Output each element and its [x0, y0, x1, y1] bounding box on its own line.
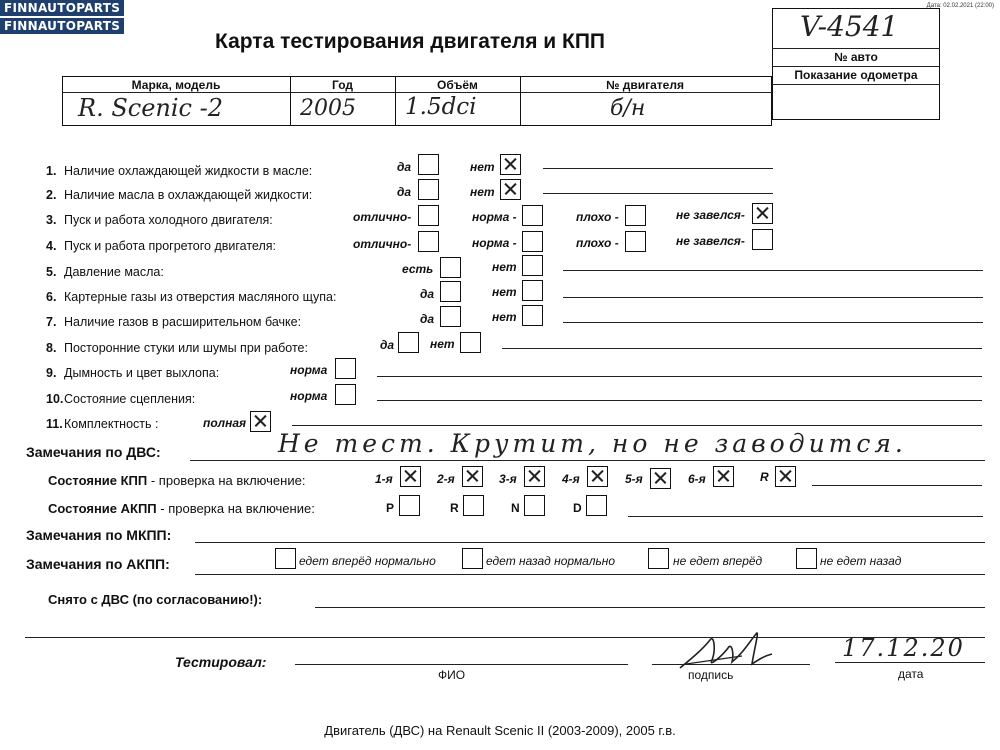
question-8: 8. Посторонние стуки или шумы при работе: [46, 341, 308, 355]
engine-header: № двигателя [606, 78, 684, 92]
akpp-no-forward-checkbox[interactable] [648, 548, 669, 569]
option-no-label: нет [430, 337, 455, 351]
model-header: Марка, модель [131, 78, 221, 92]
ice-remarks-value: Не тест. Крутит, но не заводится. [278, 429, 907, 458]
year-value: 2005 [300, 96, 356, 121]
q2-no-checkbox[interactable] [500, 179, 521, 200]
model-value: R. Scenic -2 [78, 94, 223, 122]
mkpp-remarks-label: Замечания по МКПП: [26, 527, 172, 543]
option-yes-label: да [380, 338, 395, 352]
akpp-no-forward-label: не едет вперёд [673, 554, 763, 568]
option-yes-label: да [397, 185, 412, 199]
akpp-backward-ok-checkbox[interactable] [462, 548, 483, 569]
option-no-label: нет [492, 260, 517, 274]
kpp-label: Состояние КПП - проверка на включение: [48, 473, 306, 488]
q3-bad-checkbox[interactable] [625, 205, 646, 226]
question-9: 9. Дымность и цвет выхлопа: [46, 366, 220, 380]
q6-no-checkbox[interactable] [522, 280, 543, 301]
akpp-n-label: N [511, 501, 520, 515]
brand-badge: FINNAUTOPARTS [0, 0, 124, 16]
option-norm-label: норма [290, 363, 328, 377]
vehicle-id-value: V-4541 [800, 10, 899, 43]
akpp-label: Состояние АКПП - проверка на включение: [48, 501, 315, 516]
option-excellent-label: отлично- [353, 237, 412, 251]
option-no-label: нет [470, 185, 495, 199]
engine-number-value: б/н [610, 96, 646, 121]
option-bad-label: плохо - [576, 210, 619, 224]
akpp-forward-ok-checkbox[interactable] [275, 548, 296, 569]
akpp-r-label: R [450, 501, 459, 515]
option-normal-label: норма - [472, 210, 517, 224]
q8-yes-checkbox[interactable] [398, 332, 419, 353]
gear-5-label: 5-я [625, 472, 643, 486]
option-norm-label: норма [290, 389, 328, 403]
gear-6-label: 6-я [688, 472, 706, 486]
q7-yes-checkbox[interactable] [440, 306, 461, 327]
q10-norm-checkbox[interactable] [335, 384, 356, 405]
option-no-start-label: не завелся- [676, 234, 745, 248]
date-value: 17.12.20 [842, 634, 965, 662]
option-no-label: нет [492, 285, 517, 299]
ice-remarks-label: Замечания по ДВС: [26, 444, 161, 460]
q4-no-start-checkbox[interactable] [752, 229, 773, 250]
date-label: дата [898, 667, 924, 681]
option-present-label: есть [402, 262, 434, 276]
akpp-backward-ok-label: едет назад нормально [486, 554, 616, 568]
option-bad-label: плохо - [576, 236, 619, 250]
gear-3-checkbox[interactable] [524, 466, 545, 487]
question-6: 6. Картерные газы из отверстия масляного щупа: [46, 290, 337, 304]
akpp-r-checkbox[interactable] [463, 495, 484, 516]
gear-1-checkbox[interactable] [400, 466, 421, 487]
option-no-label: нет [470, 160, 495, 174]
odometer-label: Показание одометра [794, 68, 918, 82]
q2-yes-checkbox[interactable] [418, 179, 439, 200]
option-yes-label: да [397, 160, 412, 174]
year-header: Год [332, 78, 353, 92]
gear-4-label: 4-я [562, 472, 580, 486]
q3-excellent-checkbox[interactable] [418, 205, 439, 226]
option-yes-label: да [420, 312, 435, 326]
gear-2-label: 2-я [437, 472, 455, 486]
question-2: 2. Наличие масла в охлаждающей жидкости: [46, 188, 313, 202]
tested-label: Тестировал: [175, 654, 267, 670]
question-10: 10.Состояние сцепления: [46, 392, 196, 406]
gear-6-checkbox[interactable] [713, 466, 734, 487]
page-caption: Двигатель (ДВС) на Renault Scenic II (2003-2009), 2005 г.в. [324, 723, 676, 738]
akpp-remarks-label: Замечания по АКПП: [26, 556, 170, 572]
gear-r-checkbox[interactable] [775, 466, 796, 487]
akpp-no-backward-checkbox[interactable] [796, 548, 817, 569]
date-stamp: Дата: 02.02.2021 (22:00) [926, 3, 994, 9]
option-excellent-label: отлично- [353, 210, 412, 224]
q4-normal-checkbox[interactable] [522, 231, 543, 252]
q5-present-checkbox[interactable] [440, 257, 461, 278]
q4-bad-checkbox[interactable] [625, 231, 646, 252]
option-full-label: полная [203, 416, 247, 430]
q3-normal-checkbox[interactable] [522, 205, 543, 226]
gear-3-label: 3-я [499, 472, 517, 486]
signature-scribble [672, 620, 782, 680]
akpp-no-backward-label: не едет назад [820, 554, 902, 568]
question-7: 7. Наличие газов в расширительном бачке: [46, 315, 302, 329]
akpp-p-checkbox[interactable] [399, 495, 420, 516]
question-5: 5. Давление масла: [46, 265, 164, 279]
q7-no-checkbox[interactable] [522, 305, 543, 326]
q3-no-start-checkbox[interactable] [752, 203, 773, 224]
form-title: Карта тестирования двигателя и КПП [215, 30, 606, 53]
akpp-p-label: P [386, 501, 395, 515]
signature-label: подпись [688, 668, 734, 682]
question-11: 11.Комплектность : [46, 417, 159, 431]
akpp-d-label: D [573, 501, 582, 515]
brand-badge: FINNAUTOPARTS [0, 18, 124, 34]
gear-5-checkbox[interactable] [650, 468, 671, 489]
gear-r-label: R [760, 470, 769, 484]
q9-norm-checkbox[interactable] [335, 358, 356, 379]
akpp-forward-ok-label: едет вперёд нормально [299, 554, 436, 568]
gear-1-label: 1-я [375, 472, 393, 486]
q1-no-checkbox[interactable] [500, 154, 521, 175]
q11-full-checkbox[interactable] [250, 411, 271, 432]
question-3: 3. Пуск и работа холодного двигателя: [46, 213, 273, 227]
akpp-d-checkbox[interactable] [586, 495, 607, 516]
volume-value: 1.5dci [405, 94, 477, 120]
removed-label: Снято с ДВС (по согласованию!): [48, 592, 263, 607]
gear-4-checkbox[interactable] [587, 466, 608, 487]
option-yes-label: да [420, 287, 435, 301]
q5-no-checkbox[interactable] [522, 255, 543, 276]
option-no-start-label: не завелся- [676, 208, 745, 222]
gear-2-checkbox[interactable] [462, 466, 483, 487]
option-normal-label: норма - [472, 236, 517, 250]
q6-yes-checkbox[interactable] [440, 281, 461, 302]
fio-label: ФИО [438, 668, 466, 682]
q1-yes-checkbox[interactable] [418, 154, 439, 175]
akpp-n-checkbox[interactable] [524, 495, 545, 516]
vehicle-id-label: № авто [834, 50, 878, 64]
option-no-label: нет [492, 310, 517, 324]
question-4: 4. Пуск и работа прогретого двигателя: [46, 239, 276, 253]
q4-excellent-checkbox[interactable] [418, 231, 439, 252]
volume-header: Объём [437, 78, 478, 92]
question-1: 1. Наличие охлаждающей жидкости в масле: [46, 164, 313, 178]
q8-no-checkbox[interactable] [460, 332, 481, 353]
